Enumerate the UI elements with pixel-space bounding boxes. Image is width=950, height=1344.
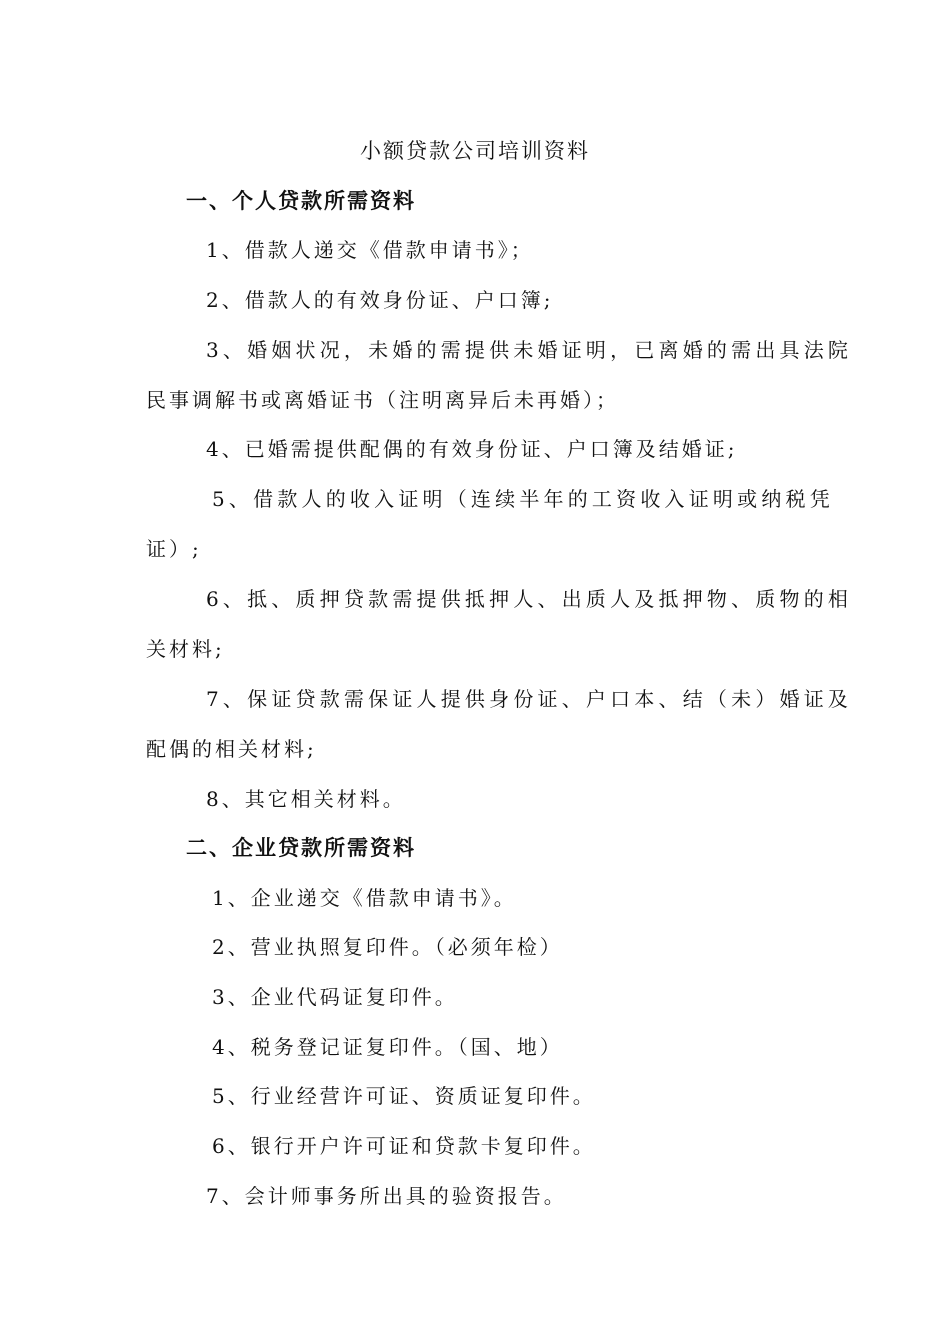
- personal-item-8: 8、其它相关材料。: [206, 787, 406, 811]
- enterprise-item-6: 6、银行开户许可证和贷款卡复印件。: [212, 1134, 596, 1158]
- personal-item-3-line-2: 民事调解书或离婚证书（注明离异后未再婚）；: [146, 388, 619, 412]
- enterprise-item-2: 2、营业执照复印件。（必须年检）: [212, 935, 563, 959]
- enterprise-item-3: 3、企业代码证复印件。: [212, 985, 458, 1009]
- personal-item-7-line-1: 7、保证贷款需保证人提供身份证、户口本、结（未）婚证及: [206, 687, 853, 711]
- personal-item-2: 2、借款人的有效身份证、户口簿;: [206, 288, 554, 312]
- personal-item-6-line-1: 6、抵、质押贷款需提供抵押人、出质人及抵押物、质物的相: [206, 587, 853, 611]
- personal-item-1: 1、借款人递交《借款申请书》；: [206, 238, 534, 262]
- personal-item-5-line-2: 证）;: [146, 537, 202, 561]
- section-heading-personal-loan: 一、个人贷款所需资料: [186, 188, 416, 213]
- enterprise-item-5: 5、行业经营许可证、资质证复印件。: [212, 1084, 596, 1108]
- personal-item-6-line-2: 关材料;: [146, 637, 225, 661]
- personal-item-3-line-1: 3、婚姻状况，未婚的需提供未婚证明，已离婚的需出具法院: [206, 338, 853, 362]
- personal-item-5-line-1: 5、借款人的收入证明（连续半年的工资收入证明或纳税凭: [212, 487, 834, 511]
- enterprise-item-7: 7、会计师事务所出具的验资报告。: [206, 1184, 567, 1208]
- personal-item-7-line-2: 配偶的相关材料;: [146, 737, 317, 761]
- document-title: 小额贷款公司培训资料: [360, 139, 590, 163]
- section-heading-enterprise-loan: 二、企业贷款所需资料: [186, 835, 416, 860]
- enterprise-item-1: 1、企业递交《借款申请书》。: [212, 886, 517, 910]
- personal-item-4: 4、已婚需提供配偶的有效身份证、户口簿及结婚证;: [206, 437, 738, 461]
- enterprise-item-4: 4、税务登记证复印件。（国、地）: [212, 1035, 563, 1059]
